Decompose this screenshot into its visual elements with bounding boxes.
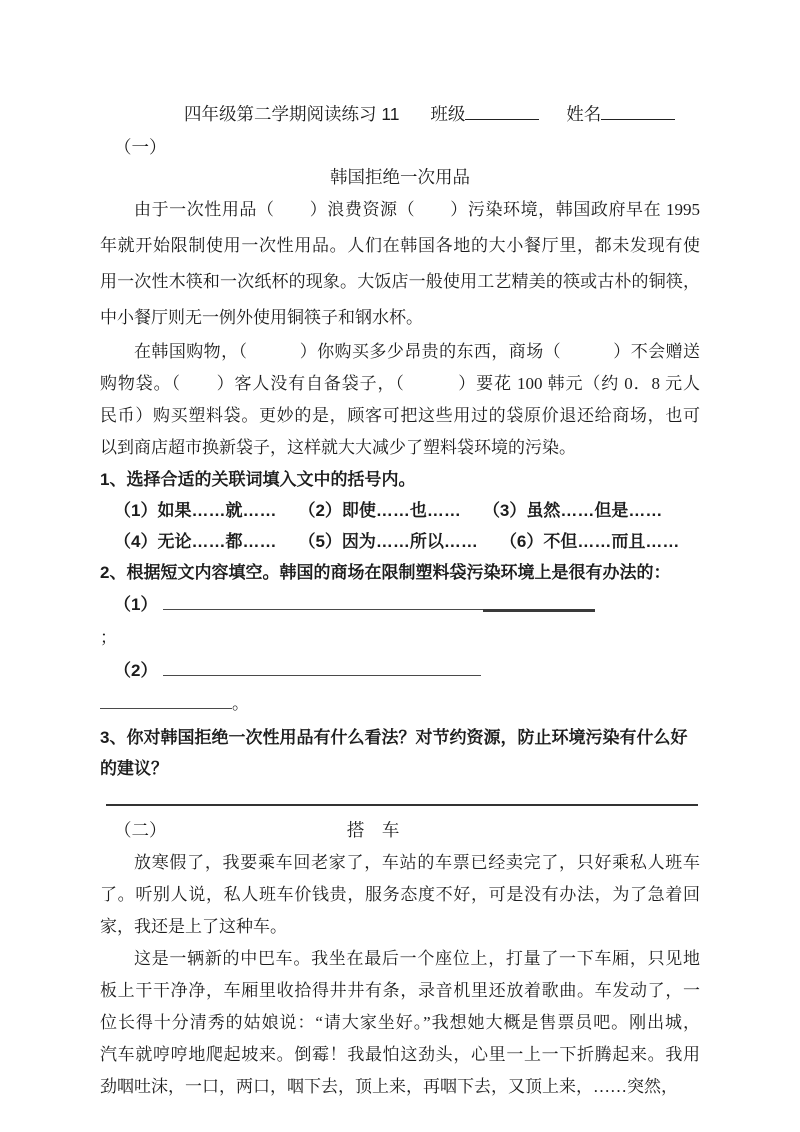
passage-line: 位长得十分清秀的姑娘说：“请大家坐好。”我想她大概是售票员吧。刚出城， [100, 1013, 700, 1032]
question-1-label: 1、选择合适的关联词填入文中的括号内。 [100, 470, 416, 489]
answer-underline-1-dark-segment [483, 609, 595, 612]
section-two-marker: （二） [114, 820, 167, 840]
name-blank [601, 102, 675, 120]
name-label: 姓名 [566, 104, 602, 124]
question-2-label: 2、根据短文内容填空。韩国的商场在限制塑料袋污染环境上是很有办法的： [100, 563, 671, 582]
section-two-header [100, 814, 700, 847]
passage-two-paragraph-2 [100, 943, 700, 1103]
answer-underline-3 [100, 689, 232, 709]
worksheet-title: 四年级第二学期阅读练习 11 [184, 104, 400, 124]
option-1: （1）如果……就…… [114, 501, 277, 520]
terminal-period: 。 [232, 694, 249, 713]
passage-line: 放寒假了，我要乘车回老家了，车站的车票已经卖完了，只好乘私人班车 [134, 853, 700, 872]
passage-one-paragraph-2 [100, 336, 700, 464]
passage-line: 中小餐厅则无一例外使用铜筷子和钢水杯。 [100, 308, 423, 327]
question-3-line-1: 3、你对韩国拒绝一次性用品有什么看法？对节约资源，防止环境污染有什么好 [100, 728, 688, 747]
passage-one-paragraph-1 [100, 192, 700, 336]
passage-line: 家，我还是上了这种车。 [100, 917, 287, 936]
passage-one-title: 韩国拒绝一次用品 [330, 167, 470, 187]
blank-2-number: （2） [114, 661, 158, 680]
worksheet-header [100, 96, 700, 132]
passage-line: 了。听别人说，私人班车价钱贵，服务态度不好，可是没有办法，为了急着回 [100, 885, 700, 904]
option-2: （2）即使……也…… [298, 501, 461, 520]
passage-line: 汽车就哼哼地爬起坡来。倒霉！我最怕这劲头，心里一上一下折腾起来。我用 [100, 1045, 700, 1064]
passage-line: 以到商店超市换新袋子，这样就大大减少了塑料袋环境的污染。 [100, 438, 576, 457]
answer-blank-line-3 [100, 687, 700, 720]
option-4: （4）无论……都…… [114, 532, 277, 551]
passage-line: 购物袋。（ ）客人没有自备袋子，（ ）要花 100 韩元（约 0．8 元人 [100, 374, 700, 393]
passage-line: 由于一次性用品（ ）浪费资源（ ）污染环境，韩国政府早在 1995 [134, 200, 700, 219]
answer-blank-line-1 [100, 588, 700, 621]
section-divider [106, 804, 698, 806]
passage-line: 在韩国购物，（ ）你购买多少昂贵的东西，商场（ ）不会赠送 [134, 342, 700, 361]
class-blank [465, 102, 539, 120]
class-label: 班级 [430, 104, 466, 124]
blank-1-number: （1） [114, 595, 158, 614]
separator-semicolon: ； [100, 628, 117, 647]
question-1-options-row-2 [100, 526, 700, 557]
question-1-options-row-1 [100, 495, 700, 526]
question-3-line-2: 的建议？ [100, 759, 168, 778]
passage-line: 民币）购买塑料袋。更妙的是，顾客可把这些用过的袋原价退还给商场，也可 [100, 406, 700, 425]
answer-blank-line-2 [100, 654, 700, 687]
passage-two-paragraph-1 [100, 847, 700, 943]
passage-line: 用一次性木筷和一次纸杯的现象。大饭店一般使用工艺精美的筷或古朴的铜筷， [100, 272, 700, 291]
option-5: （5）因为……所以…… [298, 532, 478, 551]
passage-line: 劲咽吐沫，一口，两口，咽下去，顶上来，再咽下去，又顶上来，……突然， [100, 1077, 678, 1096]
passage-two-title: 搭 车 [346, 820, 400, 840]
answer-underline-1 [163, 590, 593, 610]
section-one-marker: （一） [114, 137, 167, 157]
question-3 [100, 722, 700, 784]
answer-underline-2 [163, 656, 481, 676]
passage-line: 这是一辆新的中巴车。我坐在最后一个座位上，打量了一下车厢，只见地 [134, 949, 700, 968]
option-3: （3）虽然……但是…… [482, 501, 663, 520]
passage-line: 板上干干净净，车厢里收拾得井井有条，录音机里还放着歌曲。车发动了，一 [100, 981, 700, 1000]
passage-line: 年就开始限制使用一次性用品。人们在韩国各地的大小餐厅里，都未发现有使 [100, 236, 700, 255]
option-6: （6）不但……而且…… [499, 532, 680, 551]
